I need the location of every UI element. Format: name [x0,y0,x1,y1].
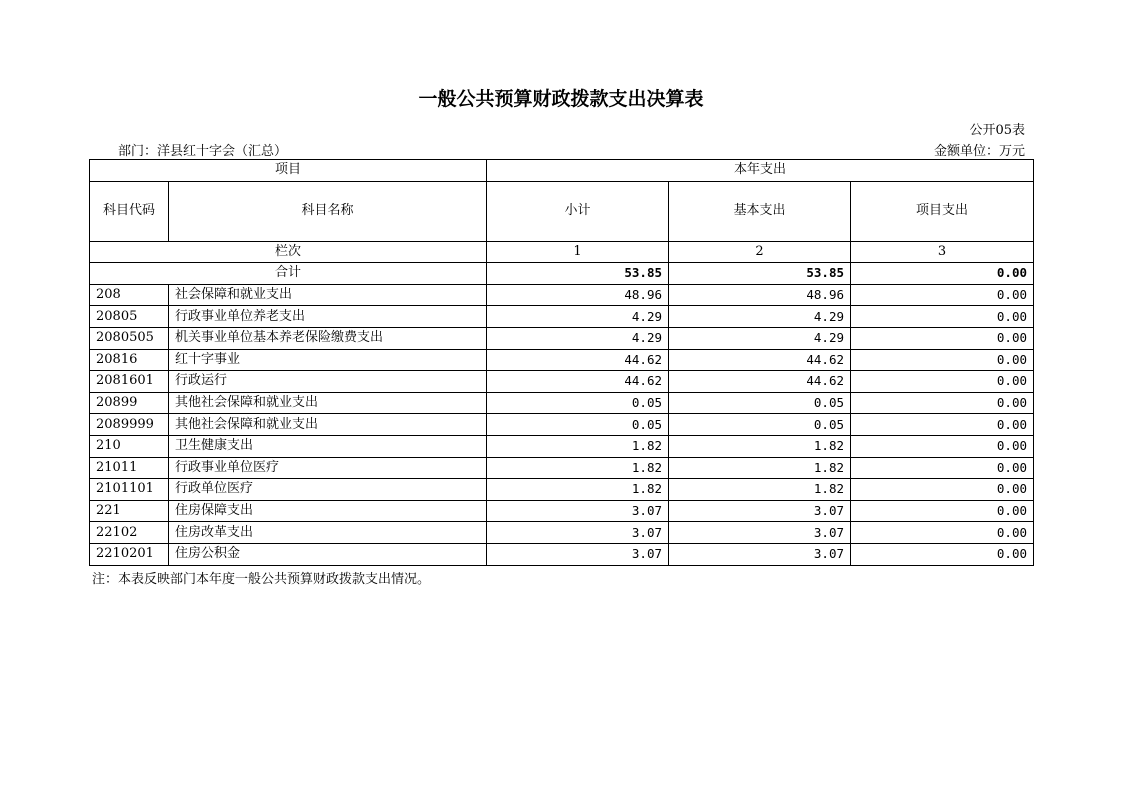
header-basic: 基本支出 [669,181,851,241]
table-row [90,327,1034,349]
header-project-expense: 项目支出 [851,181,1034,241]
table-row [90,479,1034,501]
total-row [90,263,1034,285]
cell-project: 0.00 [851,371,1034,393]
cell-basic: 0.05 [669,414,851,436]
cell-name: 其他社会保障和就业支出 [169,392,487,414]
total-label: 合计 [90,263,487,285]
header-subtotal: 小计 [487,181,669,241]
footnote: 注：本表反映部门本年度一般公共预算财政拨款支出情况。 [92,572,431,587]
total-subtotal: 53.85 [487,263,669,285]
cell-code: 21011 [90,457,169,479]
form-number: 公开05表 [969,123,1025,138]
table-row [90,349,1034,371]
cell-project: 0.00 [851,500,1034,522]
cell-basic: 1.82 [669,479,851,501]
cell-basic: 44.62 [669,371,851,393]
cell-subtotal: 48.96 [487,284,669,306]
header-current-year: 本年支出 [487,160,1034,182]
amount-unit-label: 金额单位：万元 [933,144,1025,159]
cell-subtotal: 44.62 [487,349,669,371]
header-row-columns [90,181,1034,241]
cell-name: 卫生健康支出 [169,435,487,457]
header-name: 科目名称 [169,181,487,241]
cell-code: 2089999 [90,414,169,436]
cell-code: 20816 [90,349,169,371]
cell-code: 221 [90,500,169,522]
cell-code: 208 [90,284,169,306]
table-row [90,522,1034,544]
cell-project: 0.00 [851,457,1034,479]
col-index-3: 3 [851,241,1034,263]
cell-code: 20899 [90,392,169,414]
table-row [90,414,1034,436]
cell-subtotal: 0.05 [487,392,669,414]
table-row [90,500,1034,522]
cell-name: 住房改革支出 [169,522,487,544]
cell-project: 0.00 [851,284,1034,306]
cell-basic: 1.82 [669,435,851,457]
column-index-row [90,241,1034,263]
lanci-label: 栏次 [90,241,487,263]
col-index-2: 2 [669,241,851,263]
page-title: 一般公共预算财政拨款支出决算表 [418,88,704,110]
cell-subtotal: 44.62 [487,371,669,393]
cell-basic: 44.62 [669,349,851,371]
cell-code: 22102 [90,522,169,544]
cell-basic: 4.29 [669,306,851,328]
cell-basic: 1.82 [669,457,851,479]
cell-project: 0.00 [851,349,1034,371]
table-row [90,392,1034,414]
cell-name: 住房公积金 [169,543,487,565]
cell-basic: 48.96 [669,284,851,306]
cell-project: 0.00 [851,479,1034,501]
cell-code: 210 [90,435,169,457]
table-row [90,435,1034,457]
cell-subtotal: 1.82 [487,435,669,457]
cell-name: 红十字事业 [169,349,487,371]
table-row [90,306,1034,328]
cell-subtotal: 3.07 [487,522,669,544]
cell-name: 机关事业单位基本养老保险缴费支出 [169,327,487,349]
header-code: 科目代码 [90,181,169,241]
col-index-1: 1 [487,241,669,263]
total-project: 0.00 [851,263,1034,285]
cell-basic: 0.05 [669,392,851,414]
cell-project: 0.00 [851,543,1034,565]
cell-name: 行政单位医疗 [169,479,487,501]
cell-subtotal: 3.07 [487,500,669,522]
cell-project: 0.00 [851,522,1034,544]
department-label: 部门：洋县红十字会（汇总） [118,144,288,159]
cell-name: 住房保障支出 [169,500,487,522]
cell-project: 0.00 [851,327,1034,349]
table-row [90,284,1034,306]
cell-project: 0.00 [851,435,1034,457]
header-row-top [90,160,1034,182]
cell-subtotal: 1.82 [487,457,669,479]
cell-basic: 3.07 [669,522,851,544]
table-row [90,457,1034,479]
total-basic: 53.85 [669,263,851,285]
table-row [90,371,1034,393]
cell-name: 行政事业单位医疗 [169,457,487,479]
expenditure-table [89,159,1034,566]
cell-code: 2081601 [90,371,169,393]
cell-basic: 3.07 [669,500,851,522]
cell-code: 2080505 [90,327,169,349]
header-project: 项目 [90,160,487,182]
cell-project: 0.00 [851,414,1034,436]
cell-basic: 4.29 [669,327,851,349]
cell-project: 0.00 [851,392,1034,414]
cell-subtotal: 1.82 [487,479,669,501]
cell-name: 行政运行 [169,371,487,393]
cell-subtotal: 4.29 [487,306,669,328]
cell-code: 2210201 [90,543,169,565]
cell-basic: 3.07 [669,543,851,565]
cell-project: 0.00 [851,306,1034,328]
cell-subtotal: 3.07 [487,543,669,565]
cell-name: 其他社会保障和就业支出 [169,414,487,436]
cell-code: 2101101 [90,479,169,501]
cell-subtotal: 0.05 [487,414,669,436]
cell-name: 行政事业单位养老支出 [169,306,487,328]
cell-subtotal: 4.29 [487,327,669,349]
table-row [90,543,1034,565]
cell-code: 20805 [90,306,169,328]
cell-name: 社会保障和就业支出 [169,284,487,306]
